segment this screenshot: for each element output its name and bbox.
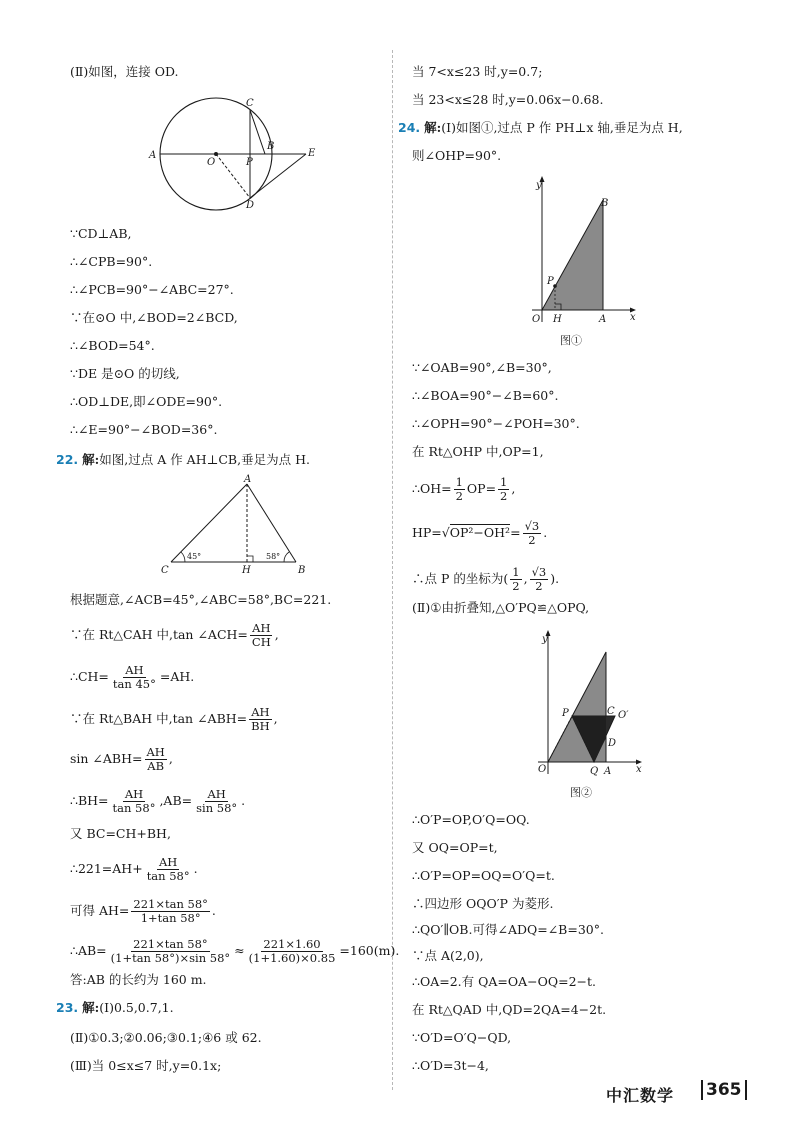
m1: 根据题意,∠ACB=45°,∠ABC=58°,BC=221. [70, 592, 332, 607]
fig2-caption: 图② [570, 786, 592, 799]
m5: sin ∠ABH= $\frac{AH}{AB}$ , [70, 745, 173, 773]
label-P: P [547, 276, 554, 287]
q24-number: 24. [398, 120, 421, 135]
l1: ∵CD⊥AB, [70, 226, 132, 241]
label-C: C [161, 565, 169, 576]
l2: ∴∠CPB=90°. [70, 254, 153, 269]
q24-line [398, 120, 683, 136]
r5: ∴∠BOA=90°−∠B=60°. [412, 388, 559, 403]
r13: 又 OQ=OP=t, [412, 840, 498, 855]
label-x: x [630, 312, 636, 323]
q23-number: 23. [56, 1000, 79, 1015]
l8: ∴∠E=90°−∠BOD=36°. [70, 422, 218, 437]
label-A: A [604, 766, 612, 776]
label-B: B [267, 141, 275, 152]
label-C: C [607, 706, 615, 717]
label-H: H [553, 314, 562, 325]
l5: ∴∠BOD=54°. [70, 338, 155, 353]
r16: ∴QO′∥OB.可得∠ADQ=∠B=30°. [412, 922, 604, 937]
l7: ∴OD⊥DE,即∠ODE=90°. [70, 394, 223, 409]
r9: HP=√OP²−OH²= $\frac{√3}{2}$ . [412, 519, 548, 547]
label-P: P [562, 708, 569, 719]
label-x: x [636, 764, 642, 775]
part2-intro: (Ⅱ)如图，连接 OD. [70, 64, 179, 79]
label-O: O [207, 157, 216, 168]
m2: ∵在 Rt△CAH 中,tan ∠ACH= $\frac{AH}{CH}$ , [70, 621, 279, 649]
r21: ∴O′D=3t−4, [412, 1058, 489, 1073]
r14: ∴O′P=OP=OQ=O′Q=t. [412, 868, 555, 883]
m11: 答:AB 的长约为 160 m. [70, 972, 207, 987]
r8: ∴OH= $\frac{1}{2}$ OP= $\frac{1}{2}$ , [412, 475, 516, 503]
r12: ∴O′P=OP,O′Q=OQ. [412, 812, 530, 827]
label-A: A [599, 314, 607, 325]
label-A: A [244, 474, 252, 485]
figure-1 [522, 172, 642, 330]
l4: ∵在⊙O 中,∠BOD=2∠BCD, [70, 310, 238, 325]
fig1-caption: 图① [560, 334, 582, 347]
q24-text: (Ⅰ)如图①,过点 P 作 PH⊥x 轴,垂足为点 H, [441, 120, 683, 135]
r4: ∵∠OAB=90°,∠B=30°, [412, 360, 552, 375]
figure-circle [146, 96, 416, 212]
r18: ∴OA=2.有 QA=OA−OQ=2−t. [412, 974, 596, 989]
r7: 在 Rt△OHP 中,OP=1, [412, 444, 544, 459]
label-P: P [246, 157, 253, 168]
l6: ∵DE 是⊙O 的切线, [70, 366, 180, 381]
m8: ∴221=AH+ $\frac{AH}{\tan 58^\circ}$ . [70, 855, 198, 883]
q24-head: 解: [424, 120, 442, 135]
r2: 当 23<x≤28 时,y=0.06x−0.68. [412, 92, 604, 107]
r11: (Ⅱ)①由折叠知,△O′PQ≌△OPQ, [412, 600, 590, 615]
m9: 可得 AH= $\frac{221\times\tan 58^\circ}{1+\tan 58^\circ}$ . [70, 897, 216, 925]
q23-c: (Ⅲ)当 0≤x≤7 时,y=0.1x; [70, 1058, 222, 1073]
m6: ∴BH= $\frac{AH}{\tan 58^\circ}$ ,AB= $\frac{AH}{\sin 58^\circ}$ . [70, 787, 246, 815]
r6: ∴∠OPH=90°−∠POH=30°. [412, 416, 580, 431]
label-O: O [538, 764, 547, 775]
angle-45: 45° [187, 552, 202, 561]
m4: ∵在 Rt△BAH 中,tan ∠ABH= $\frac{AH}{BH}$ , [70, 705, 278, 733]
q22-head: 解: [82, 452, 100, 467]
label-y: y [542, 634, 548, 645]
label-E: E [308, 148, 316, 159]
label-H: H [242, 565, 251, 576]
q22-number: 22. [56, 452, 79, 467]
q23-head: 解: [82, 1000, 100, 1015]
q22-line [56, 452, 310, 468]
r3: 则∠OHP=90°. [412, 148, 502, 163]
footer-title: 中汇数学 [606, 1086, 675, 1105]
label-D: D [608, 738, 617, 749]
label-B: B [601, 198, 609, 209]
label-D: D [246, 200, 255, 211]
label-y: y [536, 180, 542, 191]
figure-triangle [151, 474, 321, 580]
q23-b: (Ⅱ)①0.3;②0.06;③0.1;④6 或 62. [70, 1030, 262, 1045]
label-Q: Q [590, 766, 599, 776]
r19: 在 Rt△QAD 中,QD=2QA=4−2t. [412, 1002, 607, 1017]
label-A: A [149, 150, 157, 161]
q22-text: 如图,过点 A 作 AH⊥CB,垂足为点 H. [99, 452, 310, 467]
l3: ∴∠PCB=90°−∠ABC=27°. [70, 282, 234, 297]
angle-58: 58° [266, 552, 281, 561]
m10: ∴AB= $\frac{221\times\tan 58^\circ}{(1+\tan 58^\circ)\times\sin 58^\circ}$ ≈ $\frac{221\times 1.60}{(1+1.60)\times 0.85}$ =160(m). [70, 937, 400, 965]
r17: ∵点 A(2,0), [412, 948, 484, 963]
page-number: 365 [701, 1080, 747, 1100]
label-C: C [246, 98, 254, 109]
q23-line [56, 1000, 174, 1016]
m7: 又 BC=CH+BH, [70, 826, 171, 841]
r20: ∵O′D=O′Q−QD, [412, 1030, 512, 1045]
r1: 当 7<x≤23 时,y=0.7; [412, 64, 543, 79]
r10: ∴点 P 的坐标为( $\frac{1}{2}$ , $\frac{√3}{2}$ ). [412, 565, 560, 593]
label-Oprime: O′ [618, 710, 629, 721]
m3: ∴CH= $\frac{AH}{\tan 45^\circ}$ =AH. [70, 663, 195, 691]
q23-a: (Ⅰ)0.5,0.7,1. [99, 1000, 174, 1015]
r15: ∴四边形 OQO′P 为菱形. [412, 896, 554, 911]
label-O: O [532, 314, 541, 325]
figure-2 [530, 626, 658, 776]
label-B: B [298, 565, 306, 576]
